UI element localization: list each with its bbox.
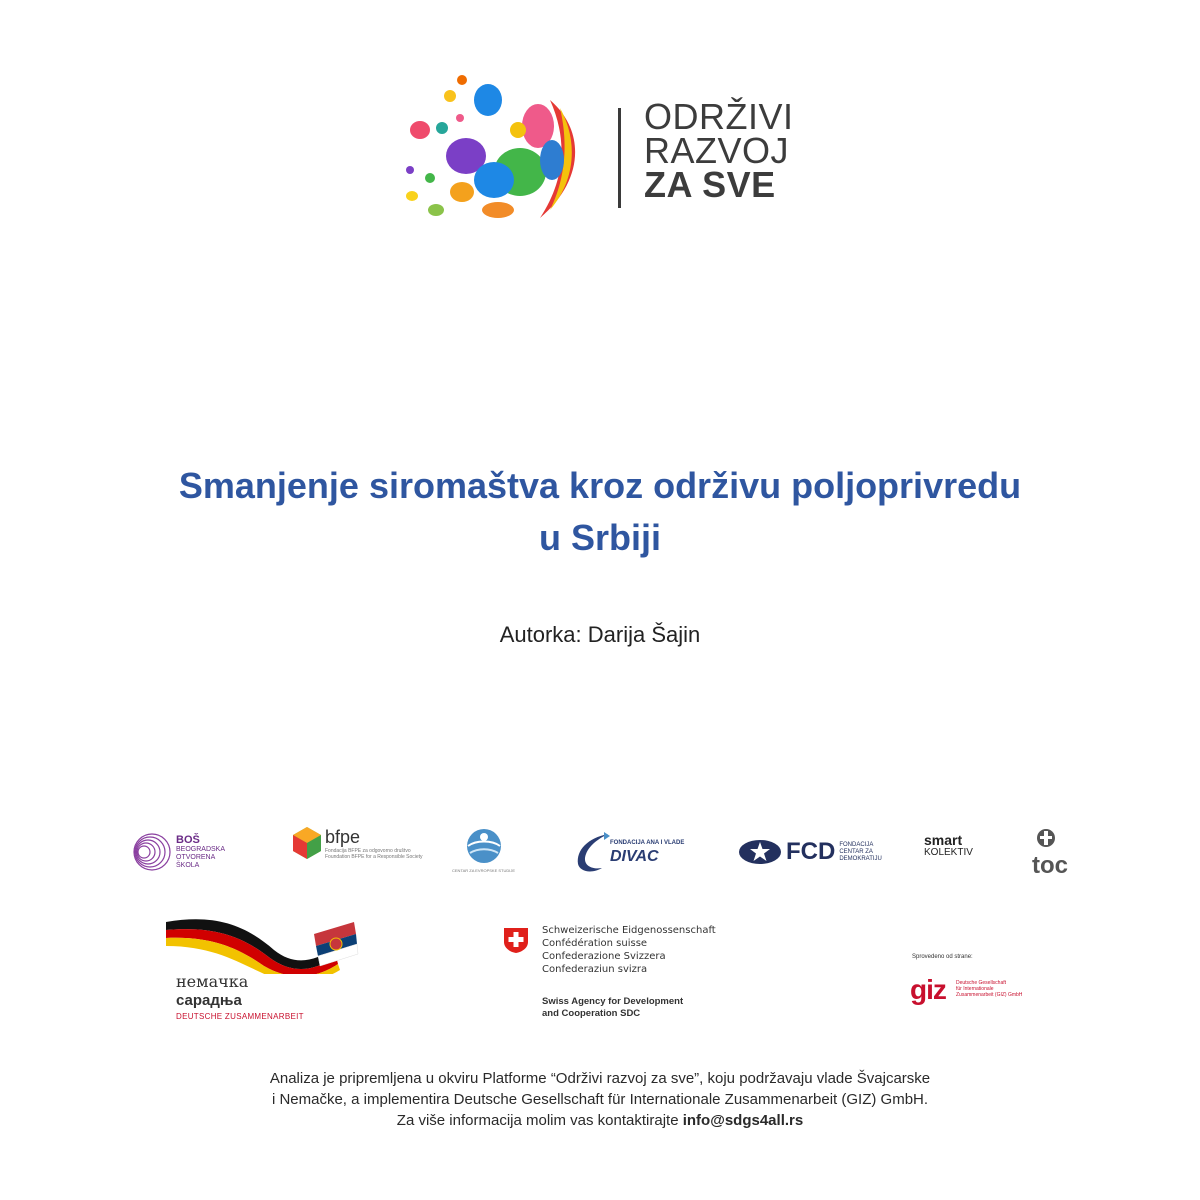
giz-org-line-1: Deutsche Gesellschaft <box>956 980 1007 986</box>
bfpe-sub-1: Fondacija BFPE za odgovorno društvo <box>325 847 411 854</box>
toc-mark-icon <box>1036 828 1056 852</box>
partner-logo-toc <box>1032 828 1072 878</box>
swiss-line-2: Confédération suisse <box>542 938 648 949</box>
partner-logo-ces <box>452 826 515 876</box>
smart-sub: KOLEKTIV <box>924 847 973 858</box>
bos-name: BOŠ <box>176 834 200 846</box>
title-line-1: Smanjenje siromaštva kroz održivu poljoprivredu <box>178 465 1022 506</box>
ces-globe-icon <box>464 826 504 866</box>
partner-logo-divac <box>574 830 684 874</box>
divac-name: DIVAC <box>610 848 659 865</box>
speech-bubbles-logo-icon <box>400 70 590 220</box>
footer-line-2: i Nemačke, a implementira Deutsche Gesellschaft für Internationale Zusammenarbeit (GIZ) GmbH. <box>271 1091 929 1108</box>
giz-org-name <box>956 980 1022 998</box>
giz-logo <box>910 954 1070 1014</box>
bfpe-hexagon-icon <box>292 826 322 860</box>
swiss-sdc-logo <box>502 924 742 1024</box>
sdc-name <box>542 996 683 1020</box>
divac-swoosh-icon <box>574 830 610 874</box>
footer-line-1: Analiza je pripremljena u okviru Platforme “Održivi razvoj za sve”, koju podržavaju vlade Švajcarske <box>269 1070 931 1087</box>
bos-sub-1: BEOGRADSKA <box>176 846 226 853</box>
bos-sub-2: OTVORENA <box>176 854 216 861</box>
giz-mark: giz <box>910 974 946 1005</box>
logo-line-3: ZA SVE <box>644 164 776 205</box>
swiss-line-4: Confederaziun svizra <box>542 964 648 975</box>
partner-logo-fcd <box>738 838 882 866</box>
partner-logo-smart-kolektiv <box>924 832 973 858</box>
logo-divider <box>618 108 621 208</box>
footer-contact-text: Za više informacija molim vas kontaktirajte <box>396 1112 683 1129</box>
author-line: Autorka: Darija Šajin <box>499 622 701 647</box>
sdc-line-1: Swiss Agency for Development <box>542 996 684 1007</box>
bfpe-sub-2: Foundation BFPE for a Responsible Society <box>325 853 423 860</box>
ces-sub: CENTAR ZA EVROPSKE STUDIJE <box>452 868 516 873</box>
contact-email-link[interactable]: info@sdgs4all.rs <box>682 1112 804 1129</box>
swiss-flag-icon <box>502 926 530 954</box>
fcd-sub-3: DEMOKRATIJU <box>839 855 882 862</box>
german-line-1: немачка <box>176 972 249 991</box>
swiss-line-3: Confederazione Svizzera <box>542 951 666 962</box>
partner-logo-bfpe <box>292 826 423 860</box>
toc-name: toc <box>1032 852 1068 878</box>
logo-line-2: RAZVOJ <box>644 130 790 171</box>
fcd-sub-2: CENTAR ZA <box>839 848 873 855</box>
german-line-3: DEUTSCHE ZUSAMMENARBEIT <box>176 1012 304 1021</box>
bos-sub-3: ŠKOLA <box>176 862 200 869</box>
smart-name: smart <box>924 832 963 848</box>
platform-logo <box>400 70 800 220</box>
german-line-2: сарадња <box>176 992 242 1009</box>
german-cooperation-logo <box>164 914 364 1024</box>
fcd-sub-1: FONDACIJA <box>839 841 874 848</box>
fcd-star-icon <box>738 838 782 866</box>
logo-line-1: ODRŽIVI <box>644 96 794 137</box>
swiss-confederation-names <box>542 924 716 976</box>
title-line-2: u Srbiji <box>538 517 661 558</box>
logo-wordmark <box>644 96 794 205</box>
flag-ribbon-icon <box>164 914 364 974</box>
giz-implemented-by: Sprovedeno od strane: <box>912 954 973 960</box>
bos-swirl-icon <box>128 828 172 876</box>
giz-org-line-3: Zusammenarbeit (GIZ) GmbH <box>956 992 1023 998</box>
sdc-line-2: and Cooperation SDC <box>542 1008 641 1019</box>
giz-org-line-2: für Internationale <box>956 986 994 992</box>
footer-line-3 <box>0 1110 1200 1131</box>
swiss-line-1: Schweizerische Eidgenossenschaft <box>542 925 716 936</box>
partner-logo-bos <box>128 828 225 876</box>
divac-top: FONDACIJA ANA I VLADE <box>610 840 685 846</box>
footer-note <box>0 1068 1200 1131</box>
bfpe-name: bfpe <box>325 826 361 847</box>
document-title <box>40 460 1160 564</box>
fcd-name: FCD <box>786 838 836 865</box>
